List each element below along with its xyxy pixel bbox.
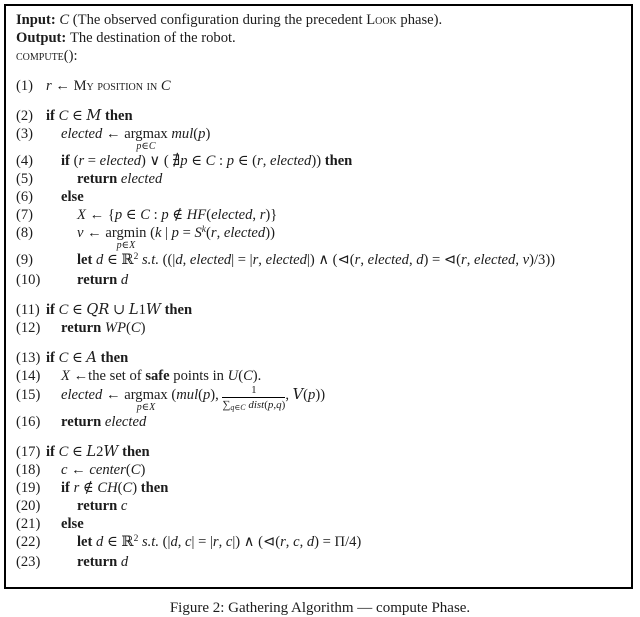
code-text: , (258, 252, 266, 268)
code-text: d (306, 534, 315, 550)
code-text: r (210, 225, 217, 241)
code-text: safe (145, 368, 170, 384)
code-text: return (61, 414, 105, 430)
code-text: r (259, 207, 266, 223)
code-text: d (416, 252, 424, 268)
code-text: Output: (16, 30, 70, 46)
code-text: ( (125, 462, 131, 478)
code-text: ∈ (122, 207, 141, 223)
code-text: C (122, 480, 133, 496)
under-subscript-operator (124, 388, 168, 413)
code-text: elected (223, 225, 266, 241)
code-line-15 (16, 385, 623, 413)
line-number: (17) (16, 444, 41, 460)
code-text: then (100, 350, 129, 366)
code-text: X (149, 402, 156, 413)
code-line-1 (16, 77, 623, 95)
line-number: (1) (16, 78, 34, 94)
code-text: v (77, 225, 84, 241)
code-text: , (177, 534, 186, 550)
operator-under-condition (105, 240, 146, 251)
line-content (46, 443, 623, 461)
code-text: = (178, 225, 195, 241)
line-number: (22) (16, 534, 41, 550)
code-text: p,q (267, 399, 282, 411)
code-text: , (285, 387, 293, 403)
operator-under-condition (124, 141, 168, 152)
code-text: compute (16, 48, 64, 64)
code-text: ← (83, 225, 106, 241)
code-line-21 (16, 515, 623, 533)
code-text: )) (311, 153, 325, 169)
line-content (46, 319, 623, 337)
code-text: )) (315, 387, 326, 403)
code-text: p (226, 153, 235, 169)
code-text: C (58, 350, 69, 366)
code-text: v (522, 252, 530, 268)
code-text: Look (366, 12, 397, 28)
code-text: C (160, 78, 171, 94)
code-text: if (46, 302, 59, 318)
code-text: ( (73, 153, 79, 169)
code-text: let (77, 534, 97, 550)
line-content (46, 224, 623, 251)
code-text: return (77, 498, 121, 514)
code-text: k (154, 225, 162, 241)
line-number: (19) (16, 480, 41, 496)
code-text: elected (265, 252, 307, 268)
code-line-12 (16, 319, 623, 337)
code-text: L (86, 443, 97, 460)
code-text: ← (51, 78, 74, 94)
code-text: ← { (85, 207, 115, 223)
code-text: k (201, 225, 207, 235)
code-text: d (96, 252, 104, 268)
code-text: |) ∧ (⊲( (306, 252, 355, 268)
operator-under-condition (124, 402, 168, 413)
code-line-9 (16, 251, 623, 271)
code-text: , (216, 225, 224, 241)
line-content (46, 206, 623, 224)
line-number: (11) (16, 302, 40, 318)
code-text: elected (474, 252, 516, 268)
line-number: (14) (16, 368, 41, 384)
code-text: ∉ (168, 207, 187, 223)
code-text: dist (248, 399, 265, 411)
code-text: ) = Π/4) (314, 534, 362, 550)
code-line-13 (16, 349, 623, 367)
line-content (46, 301, 623, 319)
code-text: return (77, 171, 121, 187)
code-text: ((| (159, 252, 176, 268)
code-text: C (59, 12, 70, 28)
code-text: ∈ (187, 153, 206, 169)
under-subscript-operator (105, 226, 146, 251)
code-text: ∈ (68, 444, 87, 460)
code-text: , (360, 252, 368, 268)
code-line-6 (16, 188, 623, 206)
line-number: (9) (16, 252, 34, 268)
code-text: HF (186, 207, 207, 223)
code-text: )) (265, 225, 275, 241)
code-text: return (77, 272, 121, 288)
code-text: Input: (16, 12, 60, 28)
code-text: if (46, 108, 59, 124)
code-text: elected (61, 387, 103, 403)
algorithm-figure-box (4, 4, 633, 589)
under-subscript-operator (124, 127, 168, 152)
line-content (46, 461, 623, 479)
code-line-16 (16, 413, 623, 431)
code-text: r (257, 153, 263, 169)
line-content (46, 515, 623, 533)
code-text: c (185, 534, 192, 550)
code-text: C (58, 302, 69, 318)
code-text: WP (104, 320, 126, 336)
code-text: r (252, 252, 259, 268)
code-text: ← (69, 368, 89, 384)
code-text: p (171, 225, 179, 241)
line-number: (2) (16, 108, 34, 124)
code-text: ( (126, 320, 131, 336)
code-text: q∈C (230, 403, 246, 412)
code-text: ) = ⊲( (423, 252, 462, 268)
code-text: ← (67, 462, 90, 478)
code-text: phase). (396, 12, 443, 28)
code-text: c (61, 462, 68, 478)
code-line-10 (16, 271, 623, 289)
code-text: , (299, 534, 307, 550)
code-text: S (194, 225, 202, 241)
code-text: W (103, 443, 119, 460)
line-content (46, 413, 623, 431)
code-text: ) (140, 462, 146, 478)
line-number: (20) (16, 498, 41, 514)
code-line-7 (16, 206, 623, 224)
code-text: if (46, 350, 59, 366)
code-text: r (461, 252, 467, 268)
line-number: (8) (16, 225, 34, 241)
code-text: C (140, 207, 150, 223)
code-text: , (408, 252, 417, 268)
code-text: s.t. (141, 534, 160, 550)
code-text: , (218, 534, 226, 550)
code-text: d (120, 554, 129, 570)
code-text: argmax (124, 126, 168, 142)
header-line-3 (16, 47, 623, 65)
code-text: QR (86, 301, 110, 318)
line-number: (3) (16, 126, 34, 142)
line-number: (7) (16, 207, 34, 223)
code-text: )} (265, 207, 278, 223)
code-text: center (89, 462, 126, 478)
line-content (46, 553, 623, 571)
code-text: (| (159, 534, 171, 550)
code-text: ∈ (68, 350, 87, 366)
code-text: then (324, 153, 353, 169)
code-text: ∪ (109, 302, 129, 318)
code-text: ∈ (141, 141, 149, 152)
line-content (46, 349, 623, 367)
code-text: ∈ (68, 108, 87, 124)
code-text: 2 (133, 252, 139, 262)
code-text: p (161, 207, 169, 223)
code-text: elected (120, 171, 163, 187)
code-text: ( (238, 368, 244, 384)
line-content (46, 497, 623, 515)
code-text: let (77, 252, 97, 268)
code-text: p (136, 402, 142, 413)
line-number: (23) (16, 554, 41, 570)
line-number: (10) (16, 272, 41, 288)
fraction-denominator (222, 398, 285, 412)
code-text: , (285, 534, 294, 550)
code-text: d (170, 534, 178, 550)
code-line-17 (16, 443, 623, 461)
code-text: )/3)) (529, 252, 556, 268)
code-text: p (308, 387, 316, 403)
code-text: ( (264, 399, 268, 411)
header-line-1 (16, 11, 623, 29)
code-text: M (86, 107, 102, 124)
code-text: ). (252, 368, 262, 384)
code-text: c (293, 534, 300, 550)
code-text: argmax (124, 387, 168, 403)
code-text: else (61, 189, 84, 205)
code-text: ∉ (79, 480, 98, 496)
code-text: c (225, 534, 233, 550)
code-text: ∈ ( (234, 153, 258, 169)
code-text: then (122, 444, 150, 460)
code-text: then (105, 108, 133, 124)
operator-name (105, 226, 146, 240)
code-line-3 (16, 125, 623, 152)
code-text: ∑ (222, 399, 231, 411)
code-text: d (175, 252, 183, 268)
code-text: U (227, 368, 239, 384)
code-text: My position in (73, 78, 158, 94)
code-line-14 (16, 367, 623, 385)
code-text: L (128, 301, 139, 318)
code-text: | = | (191, 534, 213, 550)
code-text: then (140, 480, 169, 496)
code-line-11 (16, 301, 623, 319)
line-content (46, 188, 623, 206)
line-number: (18) (16, 462, 41, 478)
code-text: elected (61, 126, 103, 142)
code-text: A (86, 349, 97, 366)
line-content (46, 77, 623, 95)
code-line-22 (16, 533, 623, 553)
code-text: ( (206, 207, 212, 223)
code-text: ( (146, 225, 155, 241)
code-text: r (212, 534, 219, 550)
code-text: points in (169, 368, 228, 384)
code-text: ( (117, 480, 123, 496)
line-number: (12) (16, 320, 41, 336)
line-number: (6) (16, 189, 34, 205)
code-text: d (96, 534, 104, 550)
code-text: if (46, 444, 59, 460)
code-line-20 (16, 497, 623, 515)
code-text: elected (189, 252, 232, 268)
code-line-8 (16, 224, 623, 251)
code-text: mul (176, 387, 199, 403)
code-text: d (120, 272, 129, 288)
code-text: r (73, 480, 80, 496)
code-text: , (182, 252, 190, 268)
code-text: , (262, 153, 271, 169)
line-content (46, 125, 623, 152)
code-text: C (58, 444, 69, 460)
code-text: ∈ (121, 240, 130, 251)
code-text: W (145, 301, 161, 318)
code-text: ∈ (68, 302, 87, 318)
code-text: return (61, 320, 105, 336)
code-text: ( (206, 225, 211, 241)
code-text: | = | (231, 252, 253, 268)
code-line-2 (16, 107, 623, 125)
code-text: V (292, 386, 304, 403)
code-text: ) (281, 399, 286, 411)
line-content (46, 367, 623, 385)
code-text: r (78, 153, 85, 169)
code-text: , (466, 252, 475, 268)
code-text: the set of (88, 368, 146, 384)
code-text: s.t. (141, 252, 160, 268)
code-text: ∈ ℝ (103, 534, 134, 550)
code-text: argmin (105, 225, 147, 241)
line-number: (15) (16, 387, 41, 403)
line-number: (16) (16, 414, 41, 430)
code-text: ), (210, 387, 223, 403)
code-text: elected (270, 153, 312, 169)
code-text: return (77, 554, 121, 570)
code-text: ) ∨ ( ∄ (141, 153, 181, 169)
code-line-5 (16, 170, 623, 188)
code-text: then (164, 302, 193, 318)
line-content (46, 107, 623, 125)
line-content (46, 170, 623, 188)
line-number: (21) (16, 516, 41, 532)
code-text: p (114, 207, 123, 223)
code-text: elected (104, 414, 147, 430)
algorithm-body (16, 77, 623, 571)
code-text: p (198, 126, 206, 142)
code-text: ) (205, 126, 211, 142)
code-line-23 (16, 553, 623, 571)
code-text: p (203, 387, 211, 403)
line-content (46, 385, 623, 413)
code-text: ∈ ℝ (103, 252, 134, 268)
code-text: else (61, 516, 84, 532)
header-line-2 (16, 29, 623, 47)
code-text: C (205, 153, 216, 169)
code-text: (The observed configuration during the precedent (69, 12, 367, 28)
code-text: ( (198, 387, 203, 403)
code-text: p (136, 141, 142, 152)
code-text: : (215, 153, 227, 169)
code-text: p (180, 153, 188, 169)
code-text: r (354, 252, 361, 268)
code-text: elected (211, 207, 253, 223)
line-number: (5) (16, 171, 34, 187)
code-text: ( (193, 126, 199, 142)
code-text: ∈ (141, 402, 150, 413)
operator-name (124, 127, 168, 141)
code-text: , (252, 207, 260, 223)
code-text: p (116, 240, 122, 251)
code-text: C (58, 108, 69, 124)
code-text: elected (367, 252, 409, 268)
code-text: mul (171, 126, 194, 142)
code-text: ( (167, 387, 177, 403)
fraction-numerator (222, 385, 285, 398)
code-text: CH (97, 480, 118, 496)
code-text: 1 (251, 384, 257, 396)
code-text: ( (303, 387, 309, 403)
code-text: C (243, 368, 253, 384)
code-text: |) ∧ (⊲( (232, 534, 281, 550)
math-fraction (222, 385, 285, 412)
code-text: elected (99, 153, 141, 169)
code-text: : (149, 207, 162, 223)
code-text: = (84, 153, 100, 169)
code-text: 2 (133, 534, 139, 544)
operator-name (124, 388, 168, 402)
code-text: | (161, 225, 172, 241)
line-number: (4) (16, 153, 34, 169)
code-text: r (280, 534, 286, 550)
line-content (46, 271, 623, 289)
code-text: 2 (96, 444, 104, 460)
code-text: ← (102, 126, 125, 142)
line-content (46, 251, 623, 271)
line-content (46, 479, 623, 497)
code-text: The destination of the robot. (69, 30, 236, 46)
code-text: C (130, 320, 141, 336)
code-line-19 (16, 479, 623, 497)
figure-caption: Figure 2: Gathering Algorithm — compute Phase. (169, 600, 471, 616)
code-text: c (120, 498, 128, 514)
code-text: X (61, 368, 70, 384)
code-text: r (46, 78, 52, 94)
line-content (46, 533, 623, 553)
algorithm-header (16, 11, 623, 65)
code-text: ) (140, 320, 146, 336)
code-text: 1 (138, 302, 146, 318)
code-text: ← (102, 387, 125, 403)
code-text: (): (63, 48, 78, 64)
code-text: C (130, 462, 141, 478)
code-text: X (77, 207, 86, 223)
code-text: , (515, 252, 523, 268)
code-text: if (61, 480, 74, 496)
code-line-4 (16, 152, 623, 170)
code-text: ) (132, 480, 141, 496)
code-text: X (129, 240, 136, 251)
code-text: if (61, 153, 74, 169)
line-content (46, 152, 623, 170)
line-number: (13) (16, 350, 41, 366)
code-line-18 (16, 461, 623, 479)
code-text: C (148, 141, 156, 152)
